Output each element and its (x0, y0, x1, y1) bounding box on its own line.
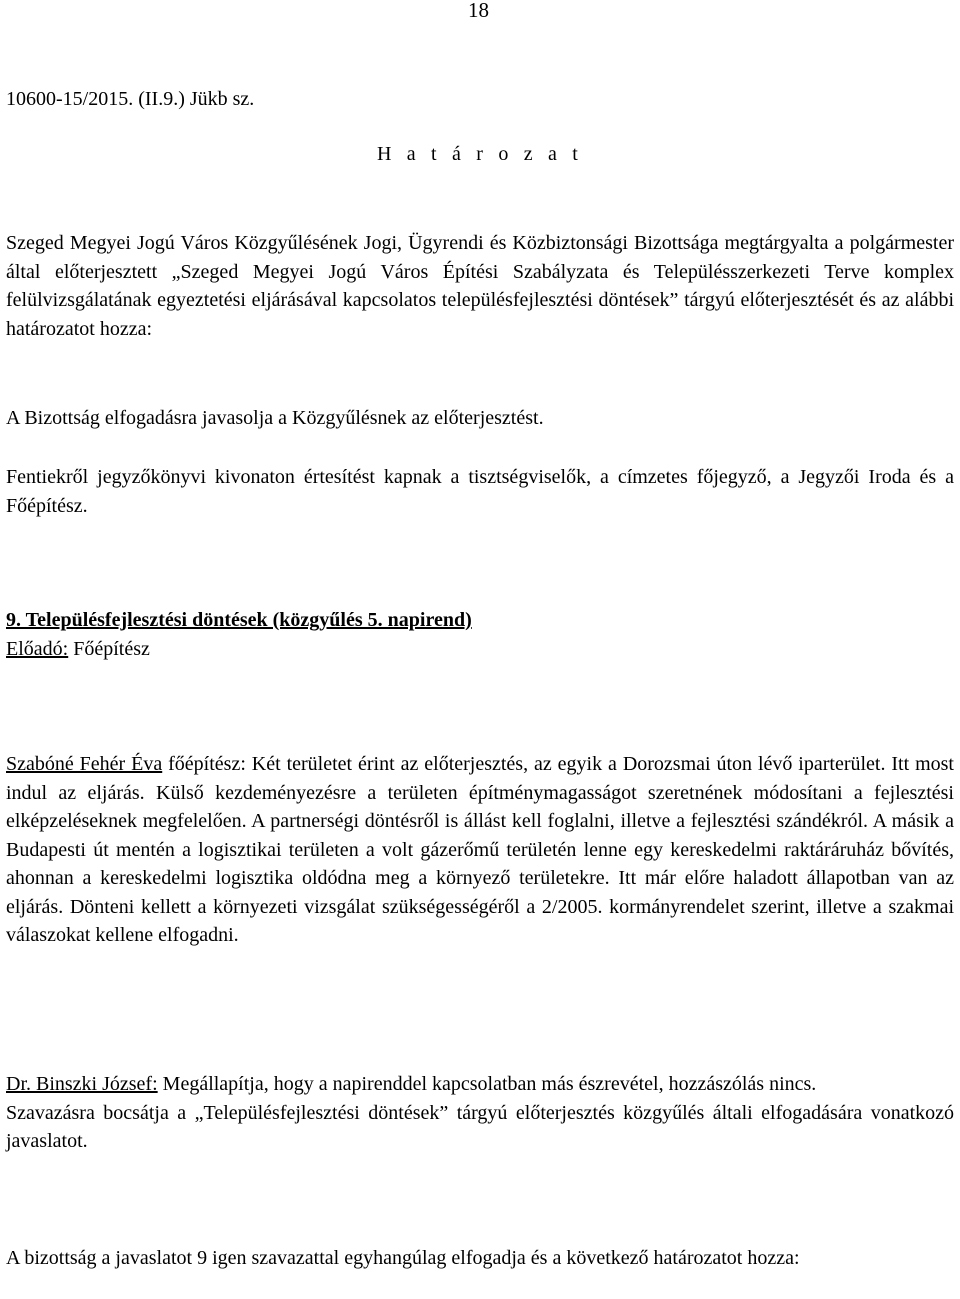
speech-chief-architect (6, 750, 954, 950)
agenda-presenter (6, 635, 954, 664)
page-number: 18 (468, 0, 489, 22)
vote-call: Szavazásra bocsátja a „Településfejlesztési döntések” tárgyú előterjesztés közgyűlés általi elfogadására vonatkozó javaslatot. (6, 1101, 954, 1152)
resolution-heading: H a t á r o z a t (376, 143, 584, 165)
resolution-reference: 10600-15/2015. (II.9.) Jükb sz. (6, 88, 255, 110)
presenter-label: Előadó: (6, 637, 69, 660)
speech-chair (6, 1070, 954, 1156)
vote-result: A bizottság a javaslatot 9 igen szavazattal egyhangúlag elfogadja és a következő határozatot hozza: (6, 1247, 800, 1269)
agenda-section (6, 606, 954, 663)
presenter-name: Főépítész (68, 637, 150, 660)
resolution-body: Szeged Megyei Jogú Város Közgyűlésének Jogi, Ügyrendi és Közbiztonsági Bizottsága megtárgyalta a polgármester által előterjesztett „Szeged Megyei Jogú Város Építési Szabályzata és Településszerkezeti Terve komplex felülvizsgálatának egyeztetési eljárásával kapcsolatos településfejlesztési döntések” tárgyú előterjesztését és az alábbi határozatot hozza: (6, 232, 954, 340)
agenda-title (6, 606, 954, 635)
resolution-decision: A Bizottság elfogadásra javasolja a Közgyűlésnek az előterjesztést. (6, 407, 544, 429)
speaker-name: Szabóné Fehér Éva (6, 753, 163, 775)
chair-text: Megállapítja, hogy a napirenddel kapcsolatban más észrevétel, hozzászólás nincs. (157, 1073, 817, 1095)
resolution-notification: Fentiekről jegyzőkönyvi kivonaton értesítést kapnak a tisztségviselők, a címzetes főjegyző, a Jegyzői Iroda és a Főépítész. (6, 466, 954, 517)
chair-name: Dr. Binszki József: (6, 1073, 158, 1095)
agenda-title-text: 9. Településfejlesztési döntések (közgyűlés 5. napirend) (6, 609, 472, 631)
chair-statement (6, 1070, 954, 1099)
speech-text: főépítész: Két területet érint az előterjesztés, az egyik a Dorozsmai úton lévő iparterület. Itt most indul az eljárás. Külső kezdeményezésre a területen építménymagasságot szeretnének módosítani a fejlesztési elképzeléseknek megfelelően. A partnerségi döntésről is állást kell foglalni, illetve a fejlesztési szándékról. A másik a Budapesti út mentén a logisztikai területen a volt gázerőmű területén lenne egy kereskedelmi raktáráruház bővítés, ahonnan a kereskedelmi logisztika oldódna meg a környező területekre. Itt már előre haladott állapotban van az eljárás. Dönteni kellett a környezeti vizsgálat szükségességéről a 2/2005. kormányrendelet szerint, illetve a szakmai válaszokat kellene elfogadni. (6, 753, 954, 946)
